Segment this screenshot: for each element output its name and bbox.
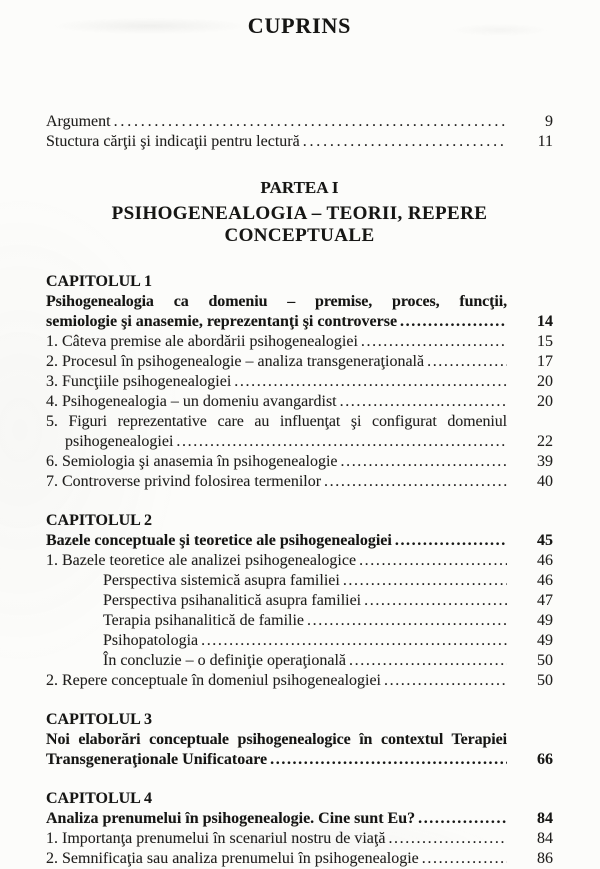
page-number: 84 — [537, 810, 553, 827]
entry-text: psihogenealogiei — [65, 433, 174, 450]
entry-text: Stuctura cărţii şi indicaţii pentru lectură — [46, 133, 300, 150]
page-number: 17 — [537, 353, 553, 370]
page-number: 49 — [537, 612, 553, 629]
entry-text: În concluzie – o definiţie operaţională — [103, 652, 347, 669]
page-number: 84 — [537, 830, 553, 847]
chapters — [46, 272, 553, 869]
toc-entry — [46, 352, 553, 372]
dot-leader — [400, 312, 507, 332]
dot-leader — [234, 372, 507, 392]
entry-text: Terapia psihanalitică de familie — [103, 612, 305, 629]
chapter-heading — [46, 272, 553, 292]
dot-leader — [341, 452, 508, 472]
page-number: 14 — [537, 313, 553, 330]
dot-leader — [418, 809, 507, 829]
entry-text: Argument — [46, 113, 111, 130]
chapter-title-entry — [46, 312, 553, 332]
toc-entry — [46, 551, 553, 571]
chapter-block — [46, 272, 553, 492]
entry-text: Psihopatologia — [103, 632, 199, 649]
entry-text: 1. Importanţa prenumelui în scenariul nostru de viaţă — [46, 830, 386, 847]
chapter-title-entry — [46, 730, 553, 750]
dot-leader — [114, 112, 507, 132]
entry-text: 2. Repere conceptuale în domeniul psihogenealogiei — [46, 672, 381, 689]
front-matter-entry — [46, 112, 553, 132]
entry-text: 2. Semnificaţia sau analiza prenumelui în psihogenealogie — [46, 850, 419, 867]
front-matter-entry — [46, 132, 553, 152]
part-heading — [46, 178, 553, 247]
toc-entry — [46, 392, 553, 412]
dot-leader — [324, 472, 507, 492]
toc-entry — [46, 651, 553, 671]
front-matter — [46, 112, 553, 152]
toc-entry — [46, 571, 553, 591]
page-number: 86 — [537, 850, 553, 867]
page-number: 20 — [537, 373, 553, 390]
chapter-heading — [46, 710, 553, 730]
dot-leader — [384, 671, 507, 691]
page-number: 46 — [537, 552, 553, 569]
entry-text: Perspectiva sistemică asupra familiei — [103, 572, 340, 589]
page-number: 45 — [537, 532, 553, 549]
chapter-title-entry — [46, 809, 553, 829]
page-title: CUPRINS — [247, 13, 352, 38]
page-number: 66 — [537, 751, 553, 768]
dot-leader — [395, 531, 507, 551]
entry-text: CAPITOLUL 3 — [46, 711, 152, 728]
part-label: PARTEA I — [260, 178, 339, 197]
chapter-block — [46, 511, 553, 691]
dot-leader — [427, 352, 507, 372]
toc-entry — [46, 671, 553, 691]
toc-entry — [46, 611, 553, 631]
entry-text: Noi elaborări conceptuale psihogenealogice în contextul Terapiei — [46, 731, 507, 748]
page-number: 50 — [537, 672, 553, 689]
dot-leader — [349, 651, 507, 671]
page-number: 40 — [537, 473, 553, 490]
entry-text: Transgeneraţionale Unificatoare — [46, 751, 268, 768]
dot-leader — [359, 551, 507, 571]
chapter-block — [46, 789, 553, 869]
toc-entry — [46, 849, 553, 869]
chapter-title-entry — [46, 531, 553, 551]
chapter-block — [46, 710, 553, 770]
page-number: 49 — [537, 632, 553, 649]
page-number: 11 — [537, 133, 553, 150]
page-number: 15 — [537, 333, 553, 350]
dot-leader — [303, 132, 507, 152]
page-number: 50 — [537, 652, 553, 669]
dot-leader — [388, 829, 507, 849]
page-number: 46 — [537, 572, 553, 589]
dot-leader — [201, 631, 507, 651]
toc-entry — [46, 591, 553, 611]
entry-text: 4. Psihogenealogia – un domeniu avangardist — [46, 393, 337, 410]
dot-leader — [270, 750, 507, 770]
entry-text: Perspectiva psihanalitică asupra familiei — [103, 592, 362, 609]
entry-text: 2. Procesul în psihogenealogie – analiza transgeneraţională — [46, 353, 425, 370]
dot-leader — [343, 571, 507, 591]
toc-entry — [46, 829, 553, 849]
dot-leader — [307, 611, 507, 631]
entry-text: Psihogenealogia ca domeniu – premise, proces, funcţii, — [46, 293, 507, 310]
toc-entry — [46, 332, 553, 352]
toc-entry — [46, 412, 553, 432]
page-number: 20 — [537, 393, 553, 410]
chapter-heading — [46, 789, 553, 809]
part-title: PSIHOGENEALOGIA – TEORII, REPERE CONCEPTUALE — [111, 203, 488, 246]
page-number: 39 — [537, 453, 553, 470]
dot-leader — [340, 392, 507, 412]
chapter-heading — [46, 511, 553, 531]
page-number: 22 — [537, 433, 553, 450]
page-number: 47 — [537, 592, 553, 609]
entry-text: CAPITOLUL 1 — [46, 273, 152, 290]
entry-text: CAPITOLUL 2 — [46, 512, 152, 529]
page-number: 9 — [545, 113, 553, 130]
entry-text: Analiza prenumelui în psihogenealogie. Cine sunt Eu? — [46, 810, 416, 827]
entry-text: 1. Bazele teoretice ale analizei psihogenealogice — [46, 552, 357, 569]
dot-leader — [361, 332, 507, 352]
dot-leader — [422, 849, 507, 869]
toc-entry — [46, 372, 553, 392]
dot-leader — [176, 432, 507, 452]
entry-text: Bazele conceptuale şi teoretice ale psihogenealogiei — [46, 532, 392, 549]
toc-entry — [46, 631, 553, 651]
dot-leader — [364, 591, 507, 611]
chapter-title-entry — [46, 292, 553, 312]
entry-text: CAPITOLUL 4 — [46, 790, 152, 807]
toc-entry — [46, 472, 553, 492]
entry-text: 3. Funcţiile psihogenealogiei — [46, 373, 232, 390]
entry-text: 6. Semiologia şi anasemia în psihogenealogie — [46, 453, 338, 470]
entry-text: 1. Câteva premise ale abordării psihogenealogiei — [46, 333, 358, 350]
toc-entry — [46, 452, 553, 472]
entry-text: 7. Controverse privind folosirea termenilor — [46, 473, 322, 490]
entry-text: semiologie şi anasemie, reprezentanţi şi controverse — [46, 313, 398, 330]
chapter-title-entry — [46, 750, 553, 770]
toc-entry — [46, 432, 553, 452]
entry-text: 5. Figuri reprezentative care au influenţat şi configurat domeniul — [46, 413, 507, 430]
